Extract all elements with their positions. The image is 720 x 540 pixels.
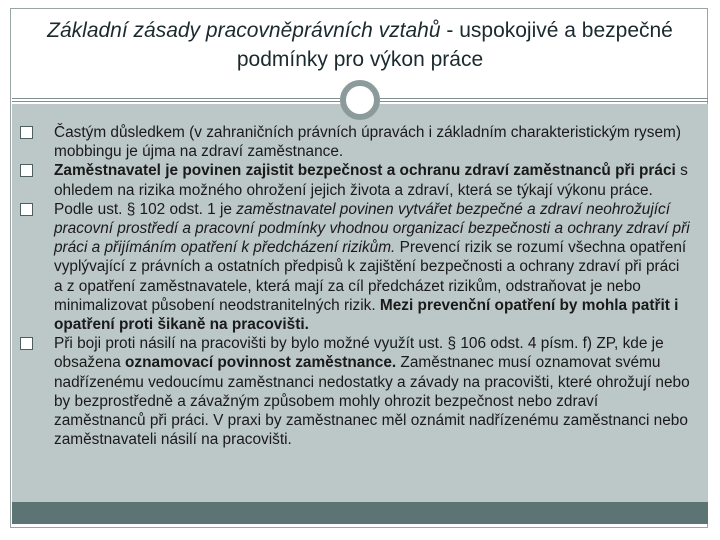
bullet-box-icon: [20, 164, 33, 177]
title-main: Základní zásady pracovněprávních vztahů: [47, 19, 441, 42]
bullet-text: Podle ust. § 102 odst. 1 je: [54, 200, 237, 218]
bullet-item-1: [20, 123, 692, 161]
bullet-bold-text: oznamovací povinnost zaměstnance.: [125, 354, 397, 372]
title-sub: - uspokojivé a bezpečné podmínky pro výkon práce: [236, 19, 673, 71]
bullet-list: [20, 123, 692, 449]
bullet-item-3: [20, 200, 692, 334]
bullet-text: Při boji proti násilí na pracovišti by bylo možné využít ust. § 106 odst. 4 písm. f) ZP, kde je obsažena: [54, 335, 664, 372]
bullet-text-continued: Zaměstnanec musí oznamovat svému nadřízenému vedoucímu zaměstnanci nedostatky a závady na pracovišti, které ohrožují nebo by bezprostředně a závažným způsobem mohly ohrozit bezpečnost nebo zdraví zaměstnanců při práci. V praxi by zaměstnanec měl oznámit nadřízenému zaměstnanci nebo zaměstnavateli násilí na pracovišti.: [54, 354, 690, 449]
bullet-italic-text: zaměstnavatel povinen vytvářet bezpečné a zdraví neohrožující pracovní prostředí a pracovní podmínky vhodnou organizací bezpečnosti a ochrany zdraví při práci a přijímáním opatření k předcházení rizikům.: [54, 200, 690, 257]
bullet-text-continued: Prevencí rizik se rozumí všechna opatření vyplývající z právních a ostatních předpisů k zajištění bezpečnosti a ochrany zdraví při práci a z opatření zaměstnavatele, která mají za cíl předcházet rizikům, odstraňovat je nebo minimalizovat působení neodstranitelných rizik.: [54, 239, 687, 314]
bottom-bar: [12, 502, 708, 524]
bullet-item-4: [20, 334, 692, 449]
bullet-bold-text: Mezi prevenční opatření by mohla patřit i opatření proti šikaně na pracovišti.: [54, 296, 679, 334]
bullet-item-2: [20, 161, 692, 199]
bullet-text: Častým důsledkem (v zahraničních právních úpravách i základním charakteristickým rysem) mobbingu je újma na zdraví zaměstnance.: [54, 124, 681, 161]
bullet-box-icon: [20, 126, 33, 139]
bullet-bold-text: Zaměstnavatel je povinen zajistit bezpečnost a ochranu zdraví zaměstnanců při práci: [54, 162, 676, 180]
circle-ornament-icon: [340, 80, 380, 120]
bullet-box-icon: [20, 337, 33, 350]
bullet-text: s ohledem na rizika možného ohrožení jejich života a zdraví, která se týkají výkonu práce.: [54, 162, 688, 199]
bullet-box-icon: [20, 203, 33, 216]
